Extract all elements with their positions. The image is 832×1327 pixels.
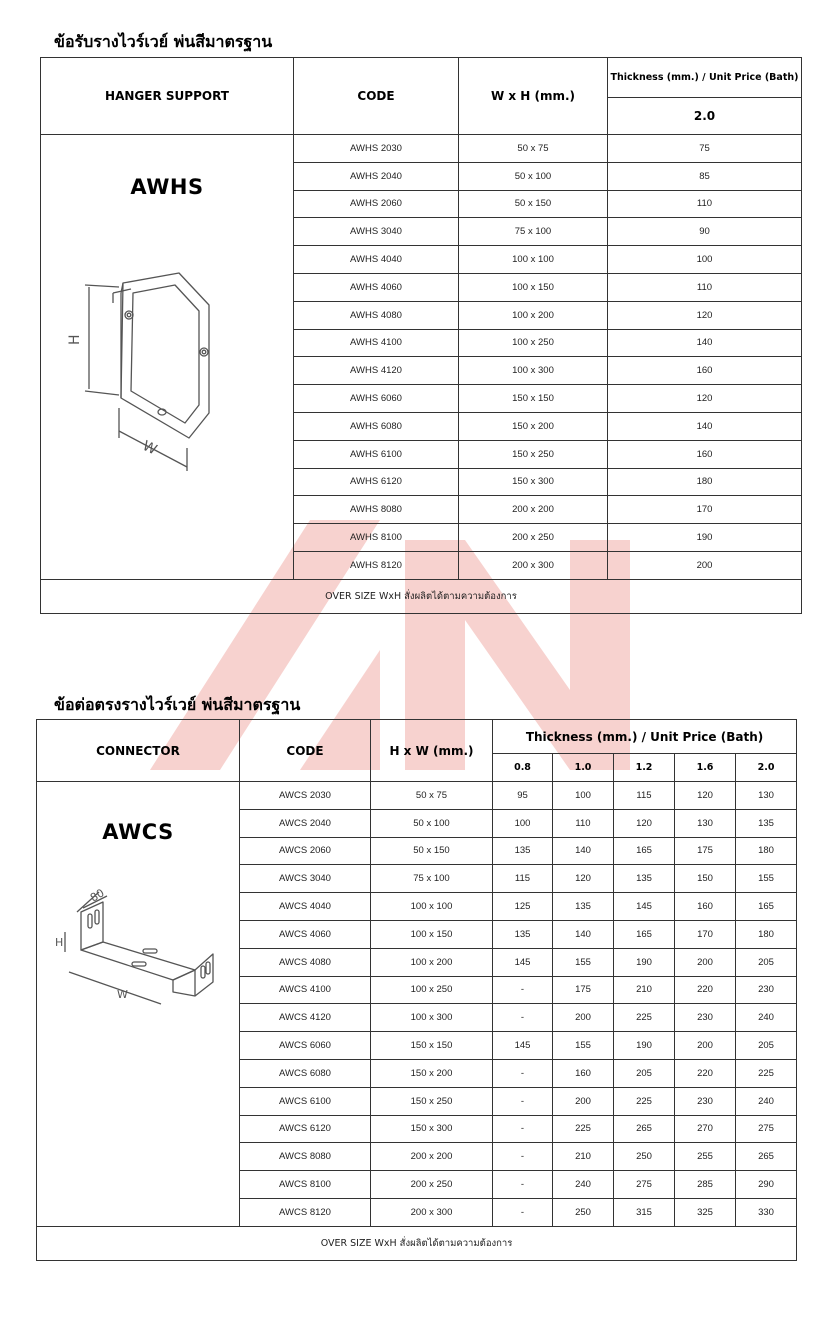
code-cell: AWCS 8100 (240, 1171, 371, 1199)
price-cell: 160 (553, 1059, 614, 1087)
size-cell: 200 x 250 (371, 1171, 493, 1199)
price-cell: 165 (736, 893, 797, 921)
price-cell: - (493, 1115, 553, 1143)
size-cell: 150 x 300 (371, 1115, 493, 1143)
price-cell: 230 (675, 1087, 736, 1115)
size-cell: 150 x 250 (459, 440, 608, 468)
price-cell: 145 (493, 1032, 553, 1060)
price-cell: 190 (614, 1032, 675, 1060)
price-cell: 225 (614, 1087, 675, 1115)
hanger-header-product: HANGER SUPPORT (41, 58, 294, 135)
code-cell: AWHS 6100 (294, 440, 459, 468)
price-cell: 170 (608, 496, 802, 524)
size-cell: 50 x 75 (459, 135, 608, 163)
price-cell: 155 (553, 1032, 614, 1060)
price-cell: 265 (614, 1115, 675, 1143)
depth-dimension-label: 80 (88, 886, 107, 905)
hanger-header-code: CODE (294, 58, 459, 135)
price-cell: 120 (675, 782, 736, 810)
price-cell: 315 (614, 1198, 675, 1226)
connector-thickness-value: 1.6 (675, 754, 736, 782)
table-row (37, 782, 797, 810)
hanger-section-title: ข้อรับรางไวร์เวย์ พ่นสีมาตรฐาน (54, 32, 273, 51)
connector-thickness-value: 1.0 (553, 754, 614, 782)
size-cell: 100 x 200 (371, 948, 493, 976)
price-cell: 220 (675, 1059, 736, 1087)
price-cell: 140 (608, 329, 802, 357)
price-cell: 120 (608, 385, 802, 413)
size-cell: 50 x 150 (459, 190, 608, 218)
price-cell: 200 (675, 948, 736, 976)
size-cell: 75 x 100 (371, 865, 493, 893)
price-cell: 90 (608, 218, 802, 246)
price-cell: 270 (675, 1115, 736, 1143)
size-cell: 100 x 150 (459, 273, 608, 301)
size-cell: 150 x 200 (371, 1059, 493, 1087)
size-cell: 100 x 300 (459, 357, 608, 385)
price-cell: 240 (736, 1087, 797, 1115)
price-cell: 110 (608, 190, 802, 218)
price-cell: 100 (493, 809, 553, 837)
price-cell: - (493, 1059, 553, 1087)
code-cell: AWHS 6120 (294, 468, 459, 496)
price-cell: 210 (553, 1143, 614, 1171)
hanger-support-table (40, 57, 802, 614)
size-cell: 100 x 250 (459, 329, 608, 357)
code-cell: AWCS 3040 (240, 865, 371, 893)
price-cell: 275 (736, 1115, 797, 1143)
code-cell: AWCS 6060 (240, 1032, 371, 1060)
price-cell: 190 (614, 948, 675, 976)
price-cell: 120 (614, 809, 675, 837)
price-cell: 200 (553, 1087, 614, 1115)
price-cell: 250 (614, 1143, 675, 1171)
size-cell: 50 x 150 (371, 837, 493, 865)
price-cell: 110 (553, 809, 614, 837)
price-cell: 95 (493, 782, 553, 810)
code-cell: AWHS 4120 (294, 357, 459, 385)
code-cell: AWHS 6060 (294, 385, 459, 413)
code-cell: AWCS 4060 (240, 920, 371, 948)
code-cell: AWCS 8120 (240, 1198, 371, 1226)
size-cell: 100 x 100 (371, 893, 493, 921)
price-cell: 125 (493, 893, 553, 921)
price-cell: 120 (608, 301, 802, 329)
code-cell: AWHS 8080 (294, 496, 459, 524)
size-cell: 50 x 75 (371, 782, 493, 810)
price-cell: 140 (553, 920, 614, 948)
price-cell: 160 (675, 893, 736, 921)
price-cell: 205 (614, 1059, 675, 1087)
price-cell: 230 (736, 976, 797, 1004)
code-cell: AWCS 4100 (240, 976, 371, 1004)
price-cell: - (493, 976, 553, 1004)
code-cell: AWHS 8100 (294, 524, 459, 552)
code-cell: AWHS 4040 (294, 246, 459, 274)
price-cell: 140 (553, 837, 614, 865)
price-cell: 330 (736, 1198, 797, 1226)
code-cell: AWCS 2040 (240, 809, 371, 837)
code-cell: AWHS 6080 (294, 412, 459, 440)
code-cell: AWCS 2030 (240, 782, 371, 810)
price-cell: 200 (608, 551, 802, 579)
price-cell: 145 (493, 948, 553, 976)
price-cell: 110 (608, 273, 802, 301)
price-cell: 155 (736, 865, 797, 893)
size-cell: 150 x 150 (371, 1032, 493, 1060)
hanger-model-name: AWHS (130, 175, 204, 199)
height-dimension-label: H (55, 936, 64, 949)
price-cell: 155 (553, 948, 614, 976)
price-cell: 240 (553, 1171, 614, 1199)
code-cell: AWCS 6120 (240, 1115, 371, 1143)
code-cell: AWCS 6080 (240, 1059, 371, 1087)
price-cell: 220 (675, 976, 736, 1004)
connector-thickness-value: 2.0 (736, 754, 797, 782)
size-cell: 200 x 300 (459, 551, 608, 579)
price-cell: 290 (736, 1171, 797, 1199)
code-cell: AWHS 3040 (294, 218, 459, 246)
hanger-support-drawing (61, 263, 221, 483)
size-cell: 100 x 100 (459, 246, 608, 274)
table-row (41, 135, 802, 163)
price-cell: 135 (493, 837, 553, 865)
hanger-header-size: W x H (mm.) (459, 58, 608, 135)
connector-header-size: H x W (mm.) (371, 720, 493, 782)
price-cell: 165 (614, 920, 675, 948)
price-cell: 115 (614, 782, 675, 810)
height-dimension-label: H (67, 334, 83, 345)
code-cell: AWHS 4080 (294, 301, 459, 329)
price-cell: - (493, 1143, 553, 1171)
price-cell: 210 (614, 976, 675, 1004)
code-cell: AWHS 4100 (294, 329, 459, 357)
connector-oversize-note: OVER SIZE WxH สั่งผลิตได้ตามความต้องการ (37, 1226, 797, 1260)
price-cell: 135 (614, 865, 675, 893)
price-cell: 150 (675, 865, 736, 893)
price-cell: 145 (614, 893, 675, 921)
price-cell: 160 (608, 440, 802, 468)
price-cell: 140 (608, 412, 802, 440)
size-cell: 100 x 300 (371, 1004, 493, 1032)
size-cell: 200 x 200 (459, 496, 608, 524)
price-cell: 160 (608, 357, 802, 385)
connector-header-product: CONNECTOR (37, 720, 240, 782)
connector-header-thickness: Thickness (mm.) / Unit Price (Bath) (493, 720, 797, 754)
price-cell: 325 (675, 1198, 736, 1226)
hanger-product-cell (41, 135, 294, 580)
price-cell: 130 (736, 782, 797, 810)
code-cell: AWCS 4080 (240, 948, 371, 976)
size-cell: 150 x 250 (371, 1087, 493, 1115)
price-cell: 255 (675, 1143, 736, 1171)
size-cell: 100 x 200 (459, 301, 608, 329)
size-cell: 200 x 200 (371, 1143, 493, 1171)
price-cell: 120 (553, 865, 614, 893)
size-cell: 150 x 300 (459, 468, 608, 496)
connector-drawing (55, 882, 225, 1022)
price-cell: 285 (675, 1171, 736, 1199)
connector-product-cell (37, 782, 240, 1227)
price-cell: 230 (675, 1004, 736, 1032)
price-cell: 250 (553, 1198, 614, 1226)
size-cell: 75 x 100 (459, 218, 608, 246)
price-cell: 85 (608, 162, 802, 190)
hanger-thickness-value: 2.0 (608, 98, 802, 135)
code-cell: AWCS 4120 (240, 1004, 371, 1032)
price-cell: 225 (736, 1059, 797, 1087)
price-cell: 190 (608, 524, 802, 552)
price-cell: - (493, 1087, 553, 1115)
price-cell: 180 (736, 837, 797, 865)
price-cell: 205 (736, 1032, 797, 1060)
size-cell: 50 x 100 (371, 809, 493, 837)
price-cell: 115 (493, 865, 553, 893)
code-cell: AWCS 4040 (240, 893, 371, 921)
price-cell: 135 (736, 809, 797, 837)
price-cell: 175 (675, 837, 736, 865)
price-cell: 170 (675, 920, 736, 948)
connector-model-name: AWCS (102, 820, 174, 844)
code-cell: AWHS 2060 (294, 190, 459, 218)
price-cell: 130 (675, 809, 736, 837)
connector-header-code: CODE (240, 720, 371, 782)
hanger-oversize-note: OVER SIZE WxH สั่งผลิตได้ตามความต้องการ (41, 579, 802, 613)
connector-table (36, 719, 797, 1261)
price-cell: - (493, 1198, 553, 1226)
size-cell: 200 x 250 (459, 524, 608, 552)
price-cell: 165 (614, 837, 675, 865)
connector-section-title: ข้อต่อตรงรางไวร์เวย์ พ่นสีมาตรฐาน (54, 695, 301, 714)
price-cell: 240 (736, 1004, 797, 1032)
code-cell: AWHS 2040 (294, 162, 459, 190)
price-cell: 225 (614, 1004, 675, 1032)
size-cell: 200 x 300 (371, 1198, 493, 1226)
size-cell: 50 x 100 (459, 162, 608, 190)
size-cell: 150 x 150 (459, 385, 608, 413)
price-cell: 135 (553, 893, 614, 921)
price-cell: 200 (553, 1004, 614, 1032)
price-cell: 200 (675, 1032, 736, 1060)
price-cell: 180 (736, 920, 797, 948)
connector-thickness-value: 1.2 (614, 754, 675, 782)
price-cell: 225 (553, 1115, 614, 1143)
size-cell: 150 x 200 (459, 412, 608, 440)
code-cell: AWHS 4060 (294, 273, 459, 301)
code-cell: AWHS 8120 (294, 551, 459, 579)
width-dimension-label: W (117, 988, 128, 1001)
price-cell: - (493, 1171, 553, 1199)
size-cell: 100 x 250 (371, 976, 493, 1004)
size-cell: 100 x 150 (371, 920, 493, 948)
price-cell: 135 (493, 920, 553, 948)
price-cell: 180 (608, 468, 802, 496)
code-cell: AWCS 2060 (240, 837, 371, 865)
price-cell: 100 (553, 782, 614, 810)
price-cell: 75 (608, 135, 802, 163)
price-cell: 100 (608, 246, 802, 274)
price-cell: 275 (614, 1171, 675, 1199)
hanger-header-thickness: Thickness (mm.) / Unit Price (Bath) (608, 58, 802, 98)
connector-thickness-value: 0.8 (493, 754, 553, 782)
price-cell: 175 (553, 976, 614, 1004)
code-cell: AWCS 6100 (240, 1087, 371, 1115)
code-cell: AWHS 2030 (294, 135, 459, 163)
width-dimension-label: W (139, 438, 160, 459)
code-cell: AWCS 8080 (240, 1143, 371, 1171)
price-cell: 205 (736, 948, 797, 976)
price-cell: - (493, 1004, 553, 1032)
price-cell: 265 (736, 1143, 797, 1171)
